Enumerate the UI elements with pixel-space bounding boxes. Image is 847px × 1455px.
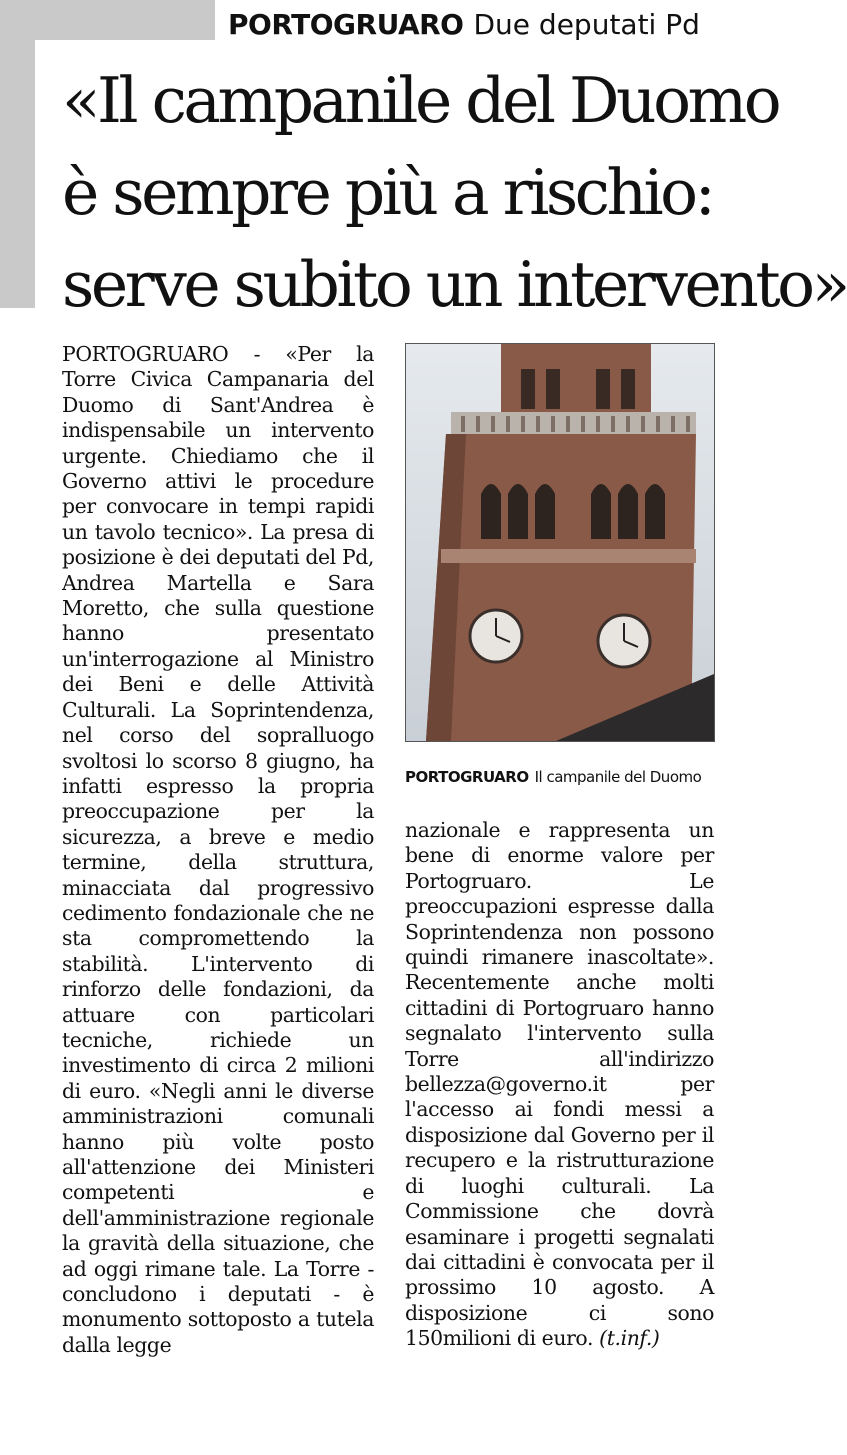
photo-caption [405,768,725,786]
article-body-right-column [405,818,714,1352]
kicker-place: PORTOGRUARO [228,7,464,41]
bell-tower-illustration [406,344,714,741]
headline-line-3: serve subito un intervento» [62,248,847,321]
article-body-left-column [62,342,374,1358]
body-text-left: PORTOGRUARO - «Per la Torre Civica Campanaria del Duomo di Sant'Andrea è indispensabile un intervento urgente. Chiediamo che il Governo attivi le procedure per convocare in tempi rapidi un tavolo tecnico». La presa di posizione è dei deputati del Pd, Andrea Martella e Sara Moretto, che sulla questione hanno presentato un'interrogazione al Ministro dei Beni e delle Attività Culturali. La Soprintendenza, nel corso del sopralluogo svoltosi lo scorso 8 giugno, ha infatti espresso la propria preoccupazione per la sicurezza, a breve e medio termine, della struttura, minacciata dal progressivo cedimento fondazionale che ne sta compromettendo la stabilità. L'intervento di rinforzo delle fondazioni, da attuare con particolari tecniche, richiede un investimento di circa 2 milioni di euro. «Negli anni le diverse amministrazioni comunali hanno più volte posto all'attenzione dei Ministeri competenti e dell'amministrazione regionale la gravità della situazione, che ad oggi rimane tale. La Torre - concludono i deputati - è monumento sottoposto a tutela dalla legge [62,342,374,1357]
decorative-bar-left [0,40,35,308]
headline-line-2: è sempre più a rischio: [62,156,713,229]
campanile-photo [405,343,715,742]
caption-place: PORTOGRUARO [405,768,529,786]
headline [62,55,847,331]
caption-text: Il campanile del Duomo [534,768,702,786]
author-credit: (t.inf.) [599,1326,660,1351]
kicker-subject: Due deputati Pd [473,7,700,41]
decorative-bar-top [0,0,215,40]
body-text-right: nazionale e rappresenta un bene di enorme valore per Portogruaro. Le preoccupazioni espresse dalla Soprintendenza non possono quindi rimanere inascoltate». Recentemente anche molti cittadini di Portogruaro hanno segnalato l'intervento sulla Torre all'indirizzo bellezza@governo.it per l'accesso ai fondi messi a disposizione dal Governo per il recupero e la ristrutturazione di luoghi culturali. La Commissione che dovrà esaminare i progetti segnalati dai cittadini è convocata per il prossimo 10 agosto. A disposizione ci sono 150milioni di euro. [405,818,714,1351]
headline-line-1: «Il campanile del Duomo [62,64,779,137]
kicker [228,4,700,44]
